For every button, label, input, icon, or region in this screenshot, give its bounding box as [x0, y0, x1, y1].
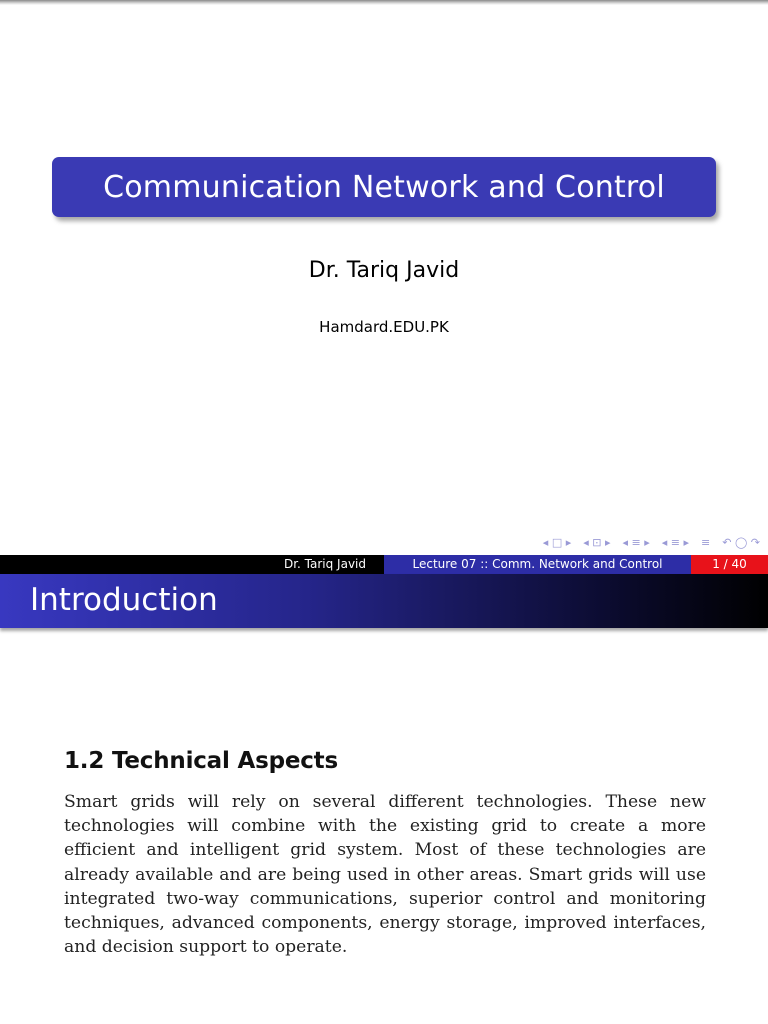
frame-title: Introduction — [30, 582, 218, 618]
footline-title: Lecture 07 :: Comm. Network and Control — [384, 555, 691, 574]
title-box — [52, 157, 716, 217]
footline-page-number: 1 / 40 — [691, 555, 768, 574]
section-navigation-icon[interactable]: ◂ ≡ ▸ — [622, 536, 650, 549]
footline — [0, 555, 768, 574]
frame-navigation-icon[interactable]: ◂ □ ▸ — [542, 536, 572, 549]
presentation-title: Communication Network and Control — [103, 169, 665, 205]
body-paragraph: Smart grids will rely on several different technologies. These new technologies will combine with the existing grid to create a more efficient and intelligent grid system. Most of these technologies are already available and are being used in other areas. Smart grids will use integrated two-way communications, superior control and monitoring techniques, advanced components, energy storage, improved interfaces, and decision support to operate. — [64, 792, 706, 958]
search-back-forward-icon[interactable]: ↶ ◯ ↷ — [722, 536, 760, 549]
frame-title-bar — [0, 574, 768, 628]
author-name: Dr. Tariq Javid — [308, 258, 460, 283]
presentation-navigation-icon[interactable]: ◂ ≡ ▸ — [661, 536, 690, 549]
institute-name: Hamdard.EDU.PK — [319, 318, 449, 336]
section-heading: 1.2 Technical Aspects — [64, 748, 338, 774]
subsection-navigation-icon[interactable]: ◂ ⊡ ▸ — [583, 536, 611, 549]
beamer-navigation-bar — [543, 536, 760, 549]
footline-author: Dr. Tariq Javid — [0, 555, 384, 574]
toc-icon[interactable]: ≡ — [701, 536, 711, 549]
paper-excerpt — [64, 748, 706, 959]
